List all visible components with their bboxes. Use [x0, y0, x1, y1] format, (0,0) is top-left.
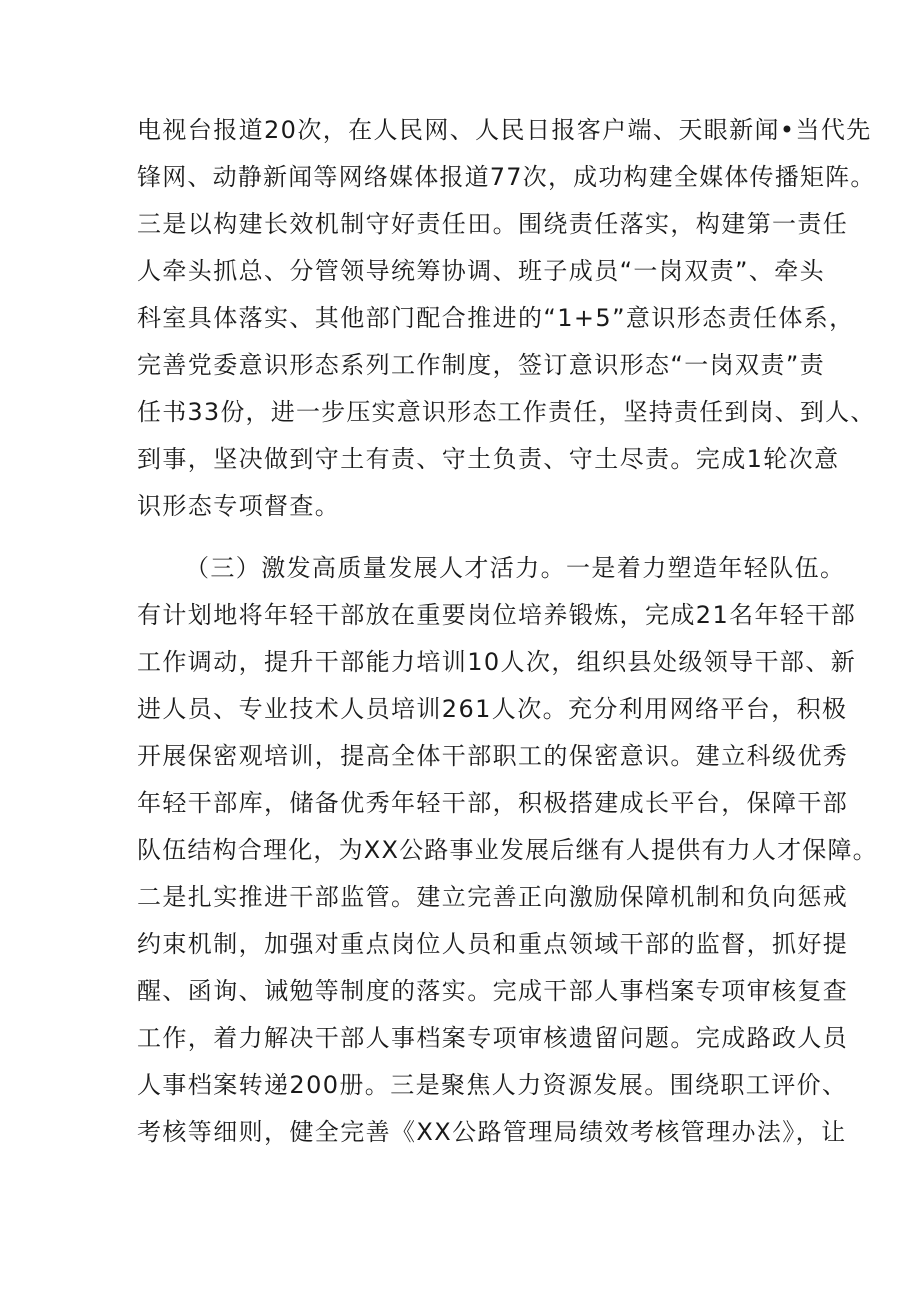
text-line: 二是扎实推进干部监管。建立完善正向激励保障机制和负向惩戒 — [137, 883, 849, 911]
text-line: 开展保密观培训，提高全体干部职工的保密意识。建立科级优秀 — [137, 742, 849, 770]
text-line: 锋网、动静新闻等网络媒体报道77次，成功构建全媒体传播矩阵。 — [137, 163, 876, 191]
text-line: 三是以构建长效机制守好责任田。围绕责任落实，构建第一责任 — [137, 210, 849, 238]
text-line: 工作，着力解决干部人事档案专项审核遗留问题。完成路政人员 — [137, 1024, 849, 1052]
text-line: 工作调动，提升干部能力培训10人次，组织县处级领导干部、新 — [137, 648, 857, 676]
text-line: 任书33份，进一步压实意识形态工作责任，坚持责任到岗、到人、 — [137, 398, 876, 426]
text-line: 有计划地将年轻干部放在重要岗位培养锻炼，完成21名年轻干部 — [137, 601, 857, 629]
text-line: 约束机制，加强对重点岗位人员和重点领域干部的监督，抓好提 — [137, 930, 849, 958]
text-line: 人牵头抓总、分管领导统筹协调、班子成员“一岗双责”、牵头 — [137, 257, 826, 285]
text-line: 完善党委意识形态系列工作制度，签订意识形态“一岗双责”责 — [137, 351, 826, 379]
text-line: 科室具体落实、其他部门配合推进的“1+5”意识形态责任体系， — [137, 304, 855, 332]
text-line: 年轻干部库，储备优秀年轻干部，积极搭建成长平台，保障干部 — [137, 789, 849, 817]
text-line: 人事档案转递200册。三是聚焦人力资源发展。围绕职工评价、 — [137, 1071, 848, 1099]
text-line: 队伍结构合理化，为XX公路事业发展后继有人提供有力人才保障。 — [137, 836, 878, 864]
text-line: 醒、函询、诫勉等制度的落实。完成干部人事档案专项审核复查 — [137, 977, 849, 1005]
text-line: 电视台报道20次，在人民网、人民日报客户端、天眼新闻•当代先 — [137, 116, 872, 144]
text-line: 进人员、专业技术人员培训261人次。充分利用网络平台，积极 — [137, 695, 848, 723]
text-line: 考核等细则，健全完善《XX公路管理局绩效考核管理办法》，让 — [137, 1118, 847, 1146]
text-line: 识形态专项督查。 — [137, 492, 341, 520]
section-heading-line: （三）激发高质量发展人才活力。一是着力塑造年轻队伍。 — [185, 554, 846, 582]
text-line: 到事，坚决做到守土有责、守土负责、守土尽责。完成1轮次意 — [137, 445, 840, 473]
